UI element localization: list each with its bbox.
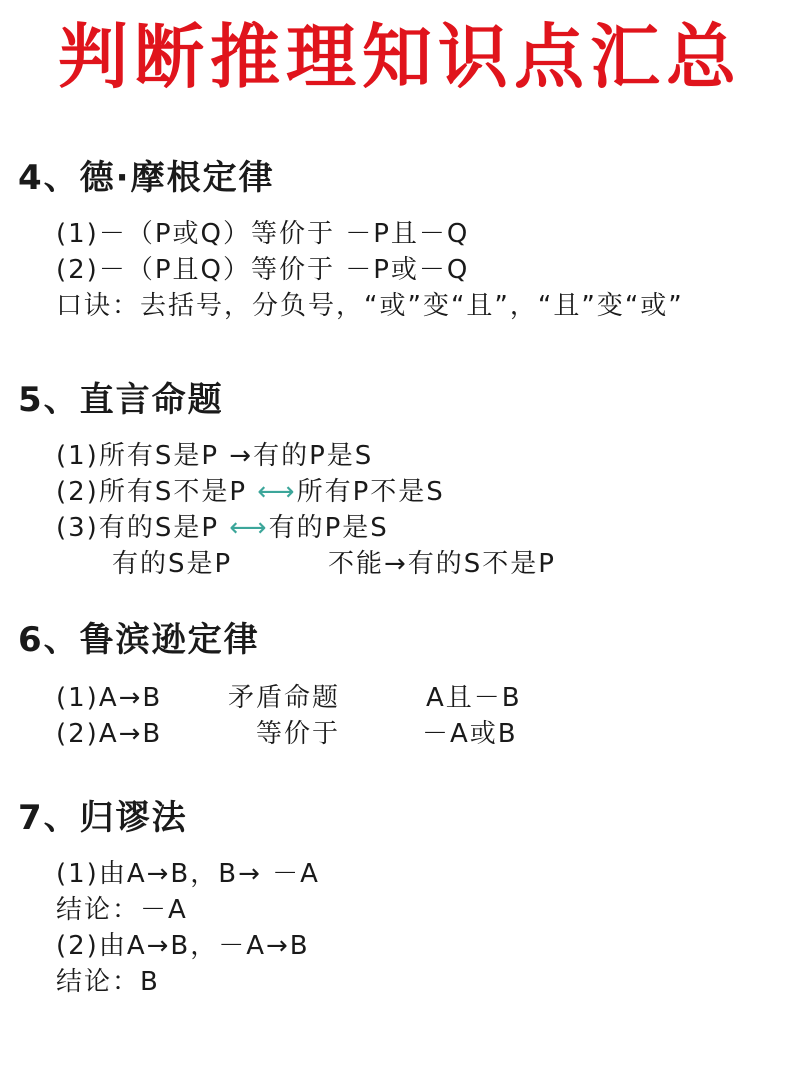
line-part: 矛盾命题 xyxy=(228,683,341,713)
line-part: －A或B xyxy=(422,719,518,749)
line-part: 有的P是S xyxy=(253,441,374,471)
text-line xyxy=(56,474,445,510)
text-line: 口诀：去括号，分负号，“或”变“且”，“且”变“或” xyxy=(56,291,684,321)
section-heading-categorical-proposition: 5、直言命题 xyxy=(18,380,224,420)
line-part: (1)A→B xyxy=(56,683,163,713)
text-line xyxy=(56,510,389,546)
line-part: (2)所有S不是P xyxy=(56,477,258,507)
text-line: (2)由A→B，－A→B xyxy=(56,931,310,961)
line-part: 所有P不是S xyxy=(296,477,445,507)
line-part: (2)A→B xyxy=(56,719,163,749)
line-part: (3)有的S是P xyxy=(56,513,230,543)
double-arrow-icon: ⟷ xyxy=(229,513,269,543)
line-part: 有的P是S xyxy=(268,513,389,543)
arrow-icon: → xyxy=(229,441,254,471)
text-line: (1)－（P或Q）等价于 －P且－Q xyxy=(56,219,470,249)
text-line: 结论：B xyxy=(56,967,160,997)
line-part: 等价于 xyxy=(256,719,341,749)
text-line: 结论：－A xyxy=(56,895,188,925)
section-heading-robinson-law: 6、鲁滨逊定律 xyxy=(18,620,260,660)
line-part: (1)所有S是P xyxy=(56,441,230,471)
text-line: (1)由A→B，B→ －A xyxy=(56,859,320,889)
section-heading-reductio: 7、归谬法 xyxy=(18,798,188,838)
page-title: 判断推理知识点汇总 xyxy=(58,16,742,98)
line-part: 有的S是P xyxy=(112,549,233,579)
text-line xyxy=(56,438,373,474)
double-arrow-icon: ⟷ xyxy=(257,477,297,507)
section-heading-de-morgan: 4、德·摩根定律 xyxy=(18,158,275,198)
line-part: A且－B xyxy=(426,683,522,713)
text-line: (2)－（P且Q）等价于 －P或－Q xyxy=(56,255,470,285)
line-part: 不能→有的S不是P xyxy=(328,549,556,579)
